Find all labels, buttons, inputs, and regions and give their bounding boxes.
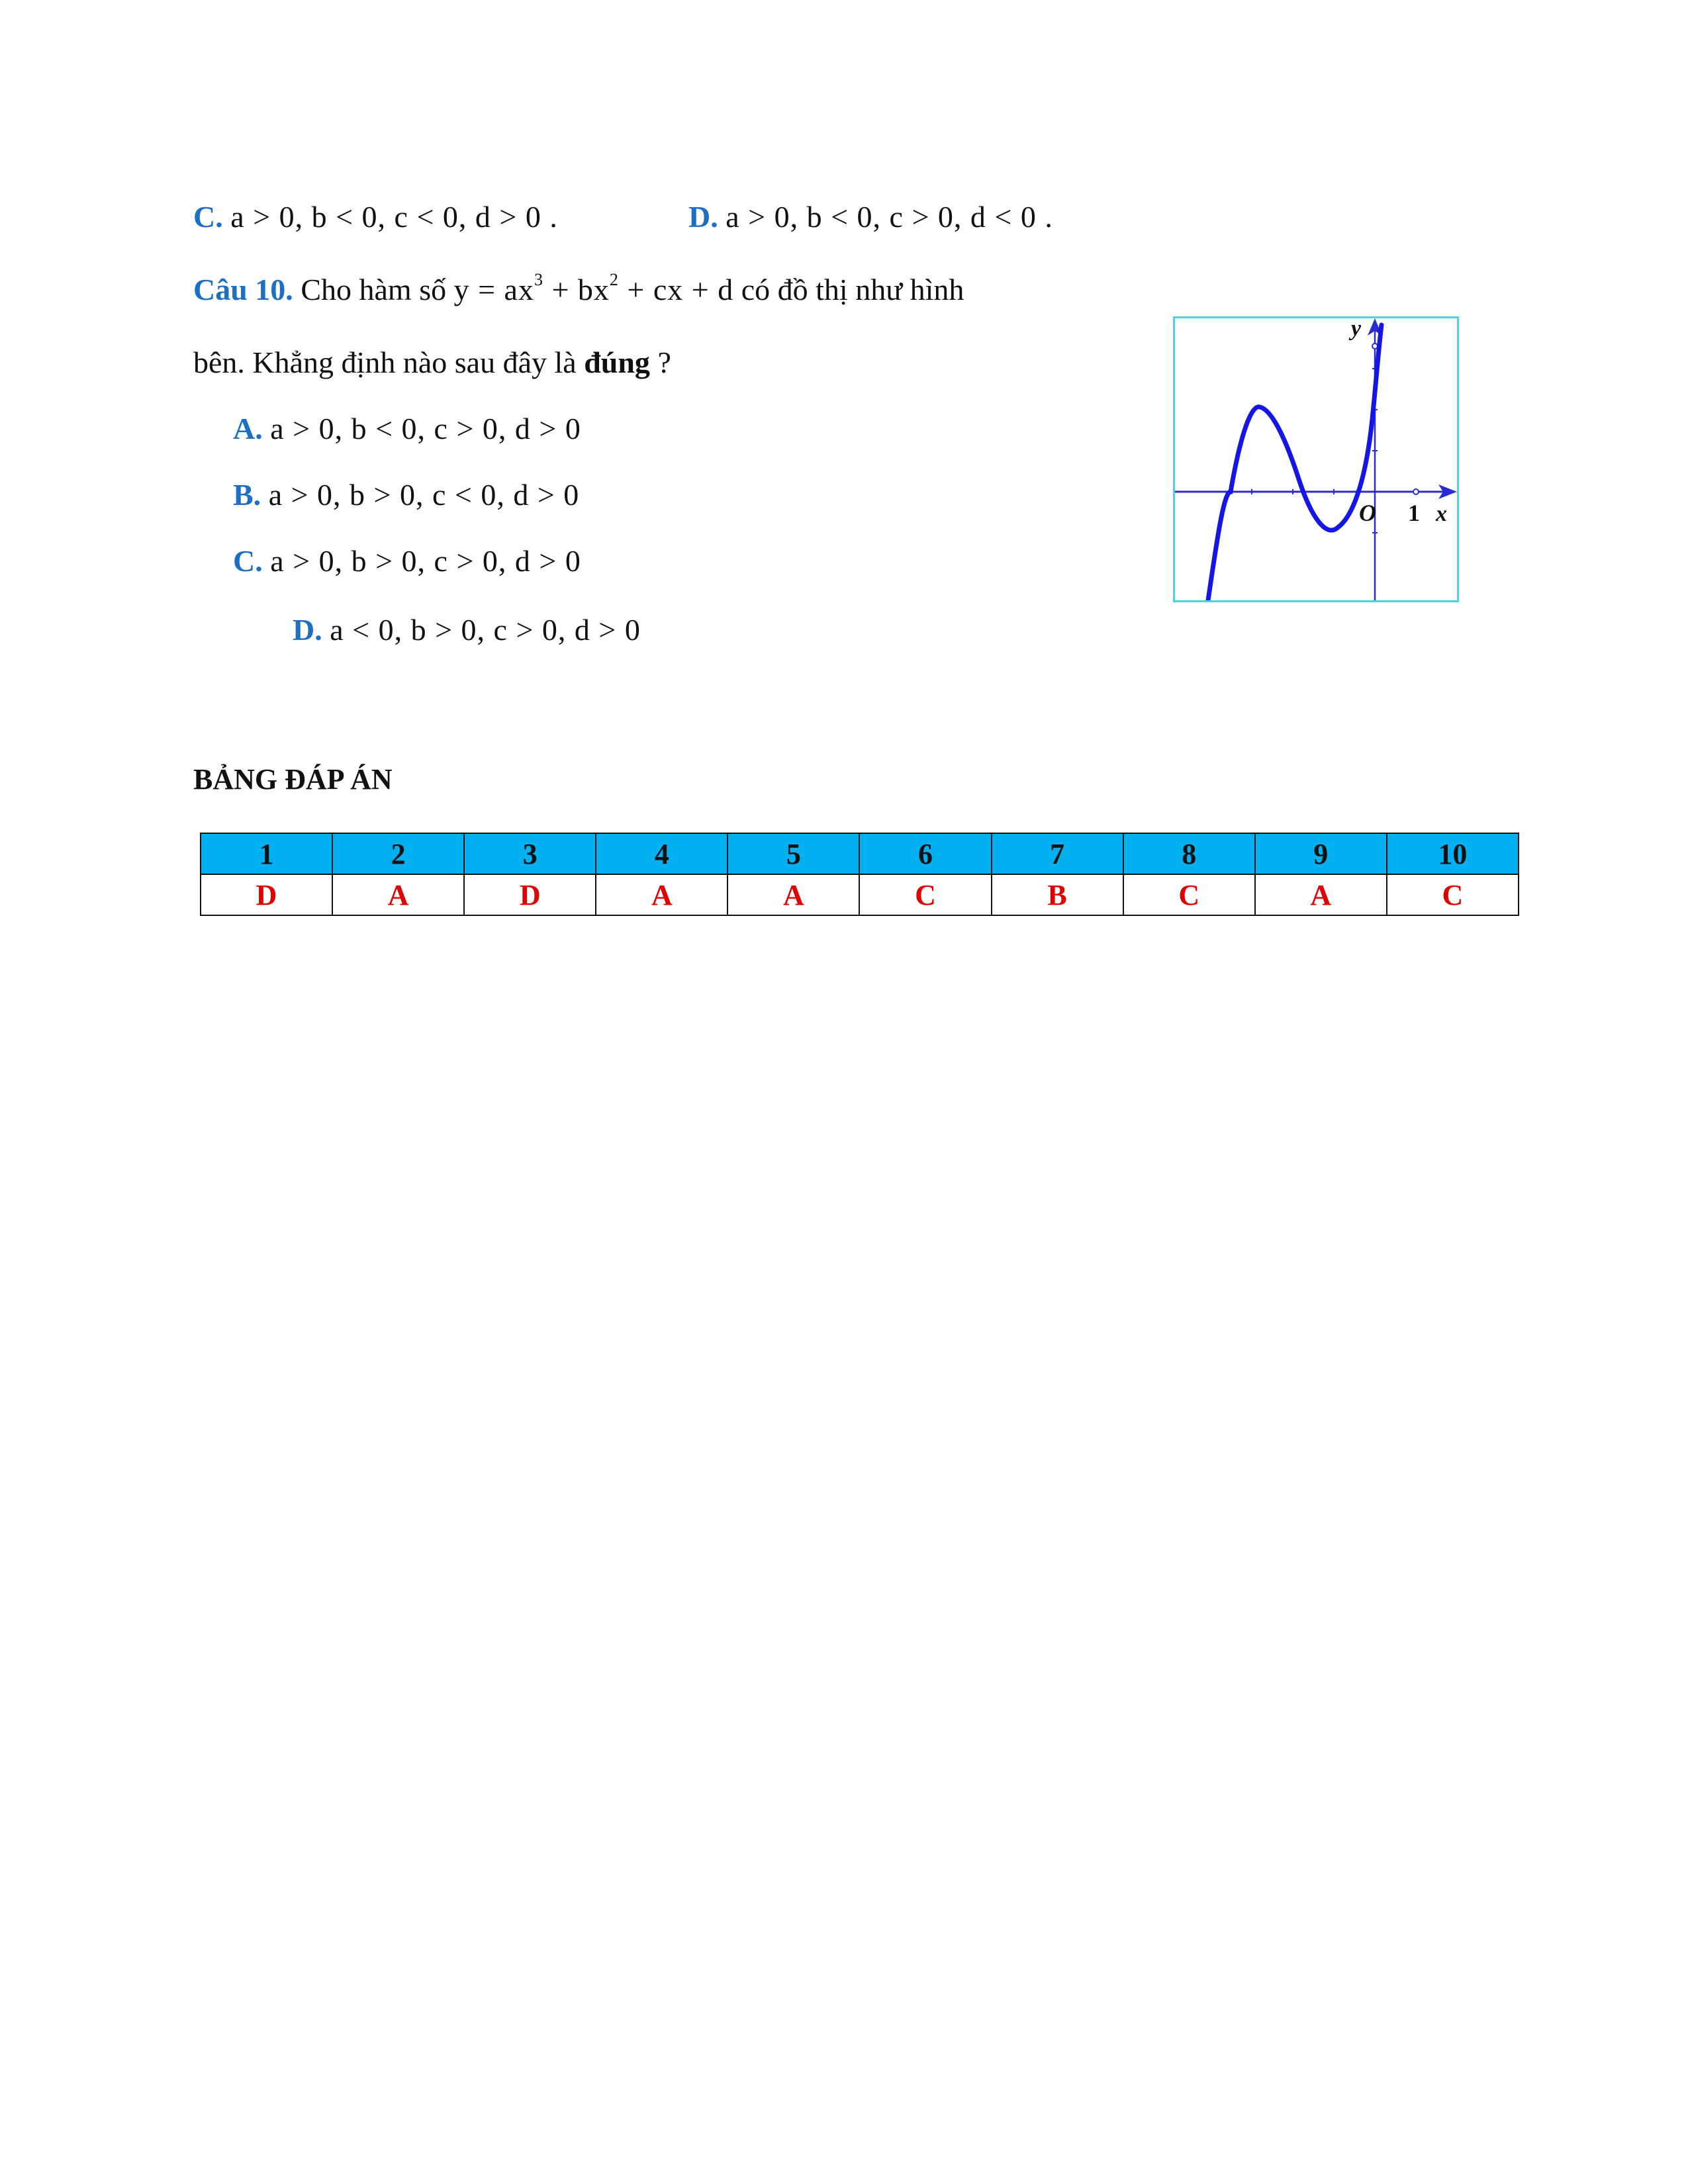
option-a-label: A.: [233, 412, 263, 445]
answer-cell: C: [1387, 874, 1519, 915]
answer-cell: A: [727, 874, 859, 915]
answer-cell: B: [992, 874, 1123, 915]
prev-option-d: [688, 197, 1053, 237]
y-axis-label: y: [1351, 318, 1362, 341]
question-10-line-1: [193, 270, 964, 310]
formula-part: + cx + d: [618, 273, 734, 306]
question-10-label: Câu 10.: [193, 273, 293, 306]
option-d-text: a < 0, b > 0, c > 0, d > 0: [330, 613, 641, 647]
question-number-cell: 6: [859, 833, 991, 874]
question-10-option-c: [233, 541, 581, 581]
question-number-cell: 9: [1255, 833, 1387, 874]
prev-option-d-label: D.: [688, 200, 718, 234]
question-number-cell: 2: [332, 833, 464, 874]
question-10-intro: Cho hàm số: [301, 273, 447, 306]
option-a-text: a > 0, b < 0, c > 0, d > 0: [270, 412, 581, 445]
x-axis-label: x: [1436, 502, 1447, 526]
question-number-cell: 10: [1387, 833, 1519, 874]
prev-option-c-label: C.: [193, 200, 223, 234]
answer-cell: C: [859, 874, 991, 915]
answer-cell: D: [201, 874, 332, 915]
answer-table-header-row: [201, 833, 1519, 874]
question-10-option-d: [293, 610, 641, 650]
question-number-cell: 8: [1123, 833, 1255, 874]
answer-table: [200, 833, 1519, 916]
formula-exponent-2: 2: [609, 270, 619, 289]
tick-label-1: 1: [1408, 500, 1420, 526]
function-graph: [1173, 316, 1459, 602]
question-10-option-a: [233, 409, 581, 449]
question-number-cell: 5: [727, 833, 859, 874]
question-10-prompt: bên. Khẳng định nào sau đây là: [193, 345, 577, 379]
cubic-curve: [1208, 325, 1382, 600]
option-b-label: B.: [233, 478, 261, 512]
question-number-cell: 1: [201, 833, 332, 874]
formula-part: + bx: [543, 273, 610, 306]
tick-point-1: [1413, 489, 1419, 494]
question-10-option-b: [233, 475, 579, 515]
option-d-label: D.: [293, 613, 322, 647]
question-10-emphasis: đúng: [584, 345, 650, 379]
answer-cell: A: [596, 874, 727, 915]
answer-cell: A: [1255, 874, 1387, 915]
graph-svg: [1175, 318, 1457, 600]
prev-option-c: [193, 197, 558, 237]
formula-part: y = ax: [453, 273, 534, 306]
question-10-line-2: [193, 343, 671, 383]
formula-exponent-3: 3: [534, 270, 543, 289]
answer-table-answer-row: [201, 874, 1519, 915]
option-c-label: C.: [233, 544, 263, 578]
prev-option-c-text: a > 0, b < 0, c < 0, d > 0 .: [230, 200, 558, 234]
answer-cell: C: [1123, 874, 1255, 915]
question-10-intro-tail: có đồ thị như hình: [741, 273, 964, 306]
question-10-formula: [453, 270, 734, 306]
question-10-question-mark: ?: [657, 345, 671, 379]
answer-cell: A: [332, 874, 464, 915]
question-number-cell: 3: [464, 833, 596, 874]
option-c-text: a > 0, b > 0, c > 0, d > 0: [270, 544, 581, 578]
origin-label: O: [1359, 500, 1376, 526]
prev-option-d-text: a > 0, b < 0, c > 0, d < 0 .: [726, 200, 1053, 234]
question-number-cell: 7: [992, 833, 1123, 874]
question-number-cell: 4: [596, 833, 727, 874]
answer-cell: D: [464, 874, 596, 915]
answer-table-title: BẢNG ĐÁP ÁN: [193, 763, 393, 796]
option-b-text: a > 0, b > 0, c < 0, d > 0: [268, 478, 580, 512]
